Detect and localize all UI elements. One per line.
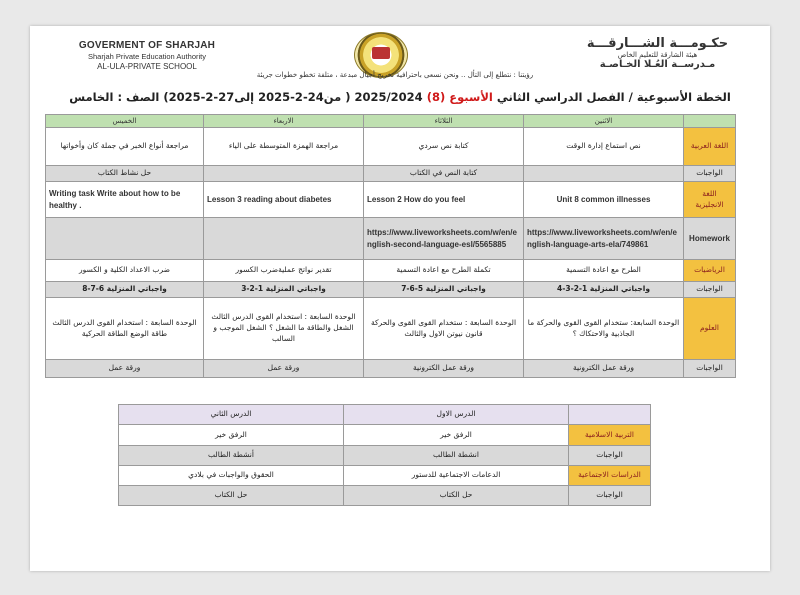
- day-header: الخميس: [46, 115, 204, 128]
- table-cell: الوحدة السابعة : استخدام القوى الدرس الثالث طاقة الوضع الطاقة الحركية: [46, 298, 204, 360]
- table-cell: واجباتي المنزلية 6-7-8: [46, 282, 204, 298]
- table-cell: [204, 166, 364, 182]
- school-name: AL-ULA-PRIVATE SCHOOL: [97, 62, 197, 71]
- homework-label: الواجبات: [569, 486, 651, 506]
- subject-label: اللغة العربية: [684, 128, 736, 166]
- document-page: [30, 26, 770, 571]
- table-cell: حل الكتاب: [344, 486, 569, 506]
- subject-label: اللغة الانجليزية: [684, 182, 736, 218]
- authority-name: Sharjah Private Education Authority: [88, 52, 206, 61]
- subject-label: العلوم: [684, 298, 736, 360]
- school-vision: رؤيتنا : نتطلع إلى التأل .. ونحن نسعى باحترافية تخريج أجيال مبدعة ، متلفة تخطو خطوات جريئة: [256, 71, 534, 79]
- english-header: [62, 40, 232, 71]
- table-cell: الرفق خير: [119, 425, 344, 446]
- homework-label: الواجبات: [684, 282, 736, 298]
- lesson-header: الدرس الاول: [344, 405, 569, 425]
- weekly-plan-table: [45, 114, 736, 378]
- table-row: [46, 166, 736, 182]
- table-row: [46, 260, 736, 282]
- table-cell: ورقة عمل: [204, 360, 364, 378]
- day-header: الاثنين: [524, 115, 684, 128]
- table-cell: نص استماع إدارة الوقت: [524, 128, 684, 166]
- table-cell: تكملة الطرح مع اعادة التسمية: [364, 260, 524, 282]
- government-name-ar: حكـومـــة الشـــارقـــة: [586, 36, 729, 51]
- table-row: [119, 425, 651, 446]
- corner-cell: [569, 405, 651, 425]
- table-cell: الوحدة السابعة : استخدام القوى الدرس الثالث الشغل والطاقة ما الشغل ؟ الشغل الموجب و السالب: [204, 298, 364, 360]
- table-cell: Lesson 2 How do you feel: [364, 182, 524, 218]
- day-header: الاربعاء: [204, 115, 364, 128]
- table-row: [119, 486, 651, 506]
- day-header: الثلاثاء: [364, 115, 524, 128]
- homework-label: Homework: [684, 218, 736, 260]
- table-cell: واجباتي المنزلية 1-2-3: [204, 282, 364, 298]
- table-header-row: [46, 115, 736, 128]
- table-cell: كتابة النص في الكتاب: [364, 166, 524, 182]
- table-cell: الوحدة السابعة: ستخدام القوى القوى والحركة ما الجاذبية والاحتكاك ؟: [524, 298, 684, 360]
- secondary-subjects-table: [118, 404, 651, 506]
- plan-title: [44, 90, 756, 104]
- table-cell: [524, 166, 684, 182]
- table-row: [119, 466, 651, 486]
- table-cell: أنشطة الطالب: [119, 446, 344, 466]
- homework-label: الواجبات: [684, 360, 736, 378]
- table-cell: حل الكتاب: [119, 486, 344, 506]
- corner-cell: [684, 115, 736, 128]
- week-number: الأسبوع (8): [426, 90, 493, 104]
- table-cell: حل نشاط الكتاب: [46, 166, 204, 182]
- table-cell: ورقة عمل الكترونية: [524, 360, 684, 378]
- table-cell: Writing task Write about how to be healthy .: [46, 182, 204, 218]
- table-row: [46, 282, 736, 298]
- homework-label: الواجبات: [684, 166, 736, 182]
- authority-name-ar: هيئة الشارقة للتعليم الخاص: [617, 51, 698, 59]
- worksheet-link[interactable]: https://www.liveworksheets.com/w/en/english-language-arts-ela/749861: [524, 218, 684, 260]
- lesson-header: الدرس الثاني: [119, 405, 344, 425]
- table-cell: الرفق خير: [344, 425, 569, 446]
- table-cell: [204, 218, 364, 260]
- subject-label: التربية الاسلامية: [569, 425, 651, 446]
- title-part-2: 2025/2024 ( من24-2-2025 إلى27-2-2025) الصف : الخامس: [69, 90, 423, 104]
- table-cell: ورقة عمل: [46, 360, 204, 378]
- table-row: [46, 128, 736, 166]
- table-cell: انشطة الطالب: [344, 446, 569, 466]
- table-cell: واجباتي المنزلية 1-2-3-4: [524, 282, 684, 298]
- government-name: GOVERMENT OF SHARJAH: [78, 40, 216, 51]
- worksheet-link[interactable]: https://www.liveworksheets.com/w/en/english-second-language-esl/5565885: [364, 218, 524, 260]
- table-row: [46, 360, 736, 378]
- subject-label: الدراسات الاجتماعية: [569, 466, 651, 486]
- table-cell: Unit 8 common illnesses: [524, 182, 684, 218]
- table-cell: Lesson 3 reading about diabetes: [204, 182, 364, 218]
- table-cell: الحقوق والواجبات في بلادي: [119, 466, 344, 486]
- title-part-1: الخطة الأسبوعية / الفصل الدراسي الثاني: [496, 90, 731, 104]
- table-cell: ورقة عمل الكترونية: [364, 360, 524, 378]
- table-row: [119, 446, 651, 466]
- table-cell: واجباتي المنزلية 5-6-7: [364, 282, 524, 298]
- table-cell: ضرب الاعداد الكلية و الكسور: [46, 260, 204, 282]
- homework-label: الواجبات: [569, 446, 651, 466]
- table-cell: كتابة نص سردي: [364, 128, 524, 166]
- table-row: [46, 218, 736, 260]
- table-row: [46, 182, 736, 218]
- table-cell: مراجعة الهمزة المتوسطة على الياء: [204, 128, 364, 166]
- table-cell: الوحدة السابعة : ستخدام القوى القوى والحركة قانون نيوتن الاول والثالث: [364, 298, 524, 360]
- subject-label: الرياضيات: [684, 260, 736, 282]
- table-cell: تقدير نواتج عمليةضرب الكسور: [204, 260, 364, 282]
- table-header-row: [119, 405, 651, 425]
- arabic-header: [565, 36, 750, 70]
- table-cell: [46, 218, 204, 260]
- table-row: [46, 298, 736, 360]
- school-name-ar: مـدرســة العُـلا الخـاصـة: [599, 59, 716, 70]
- table-cell: الدعامات الاجتماعية للدستور: [344, 466, 569, 486]
- table-cell: مراجعة أنواع الخبر في جملة كان وأخواتها: [46, 128, 204, 166]
- table-cell: الطرح مع اعادة التسمية: [524, 260, 684, 282]
